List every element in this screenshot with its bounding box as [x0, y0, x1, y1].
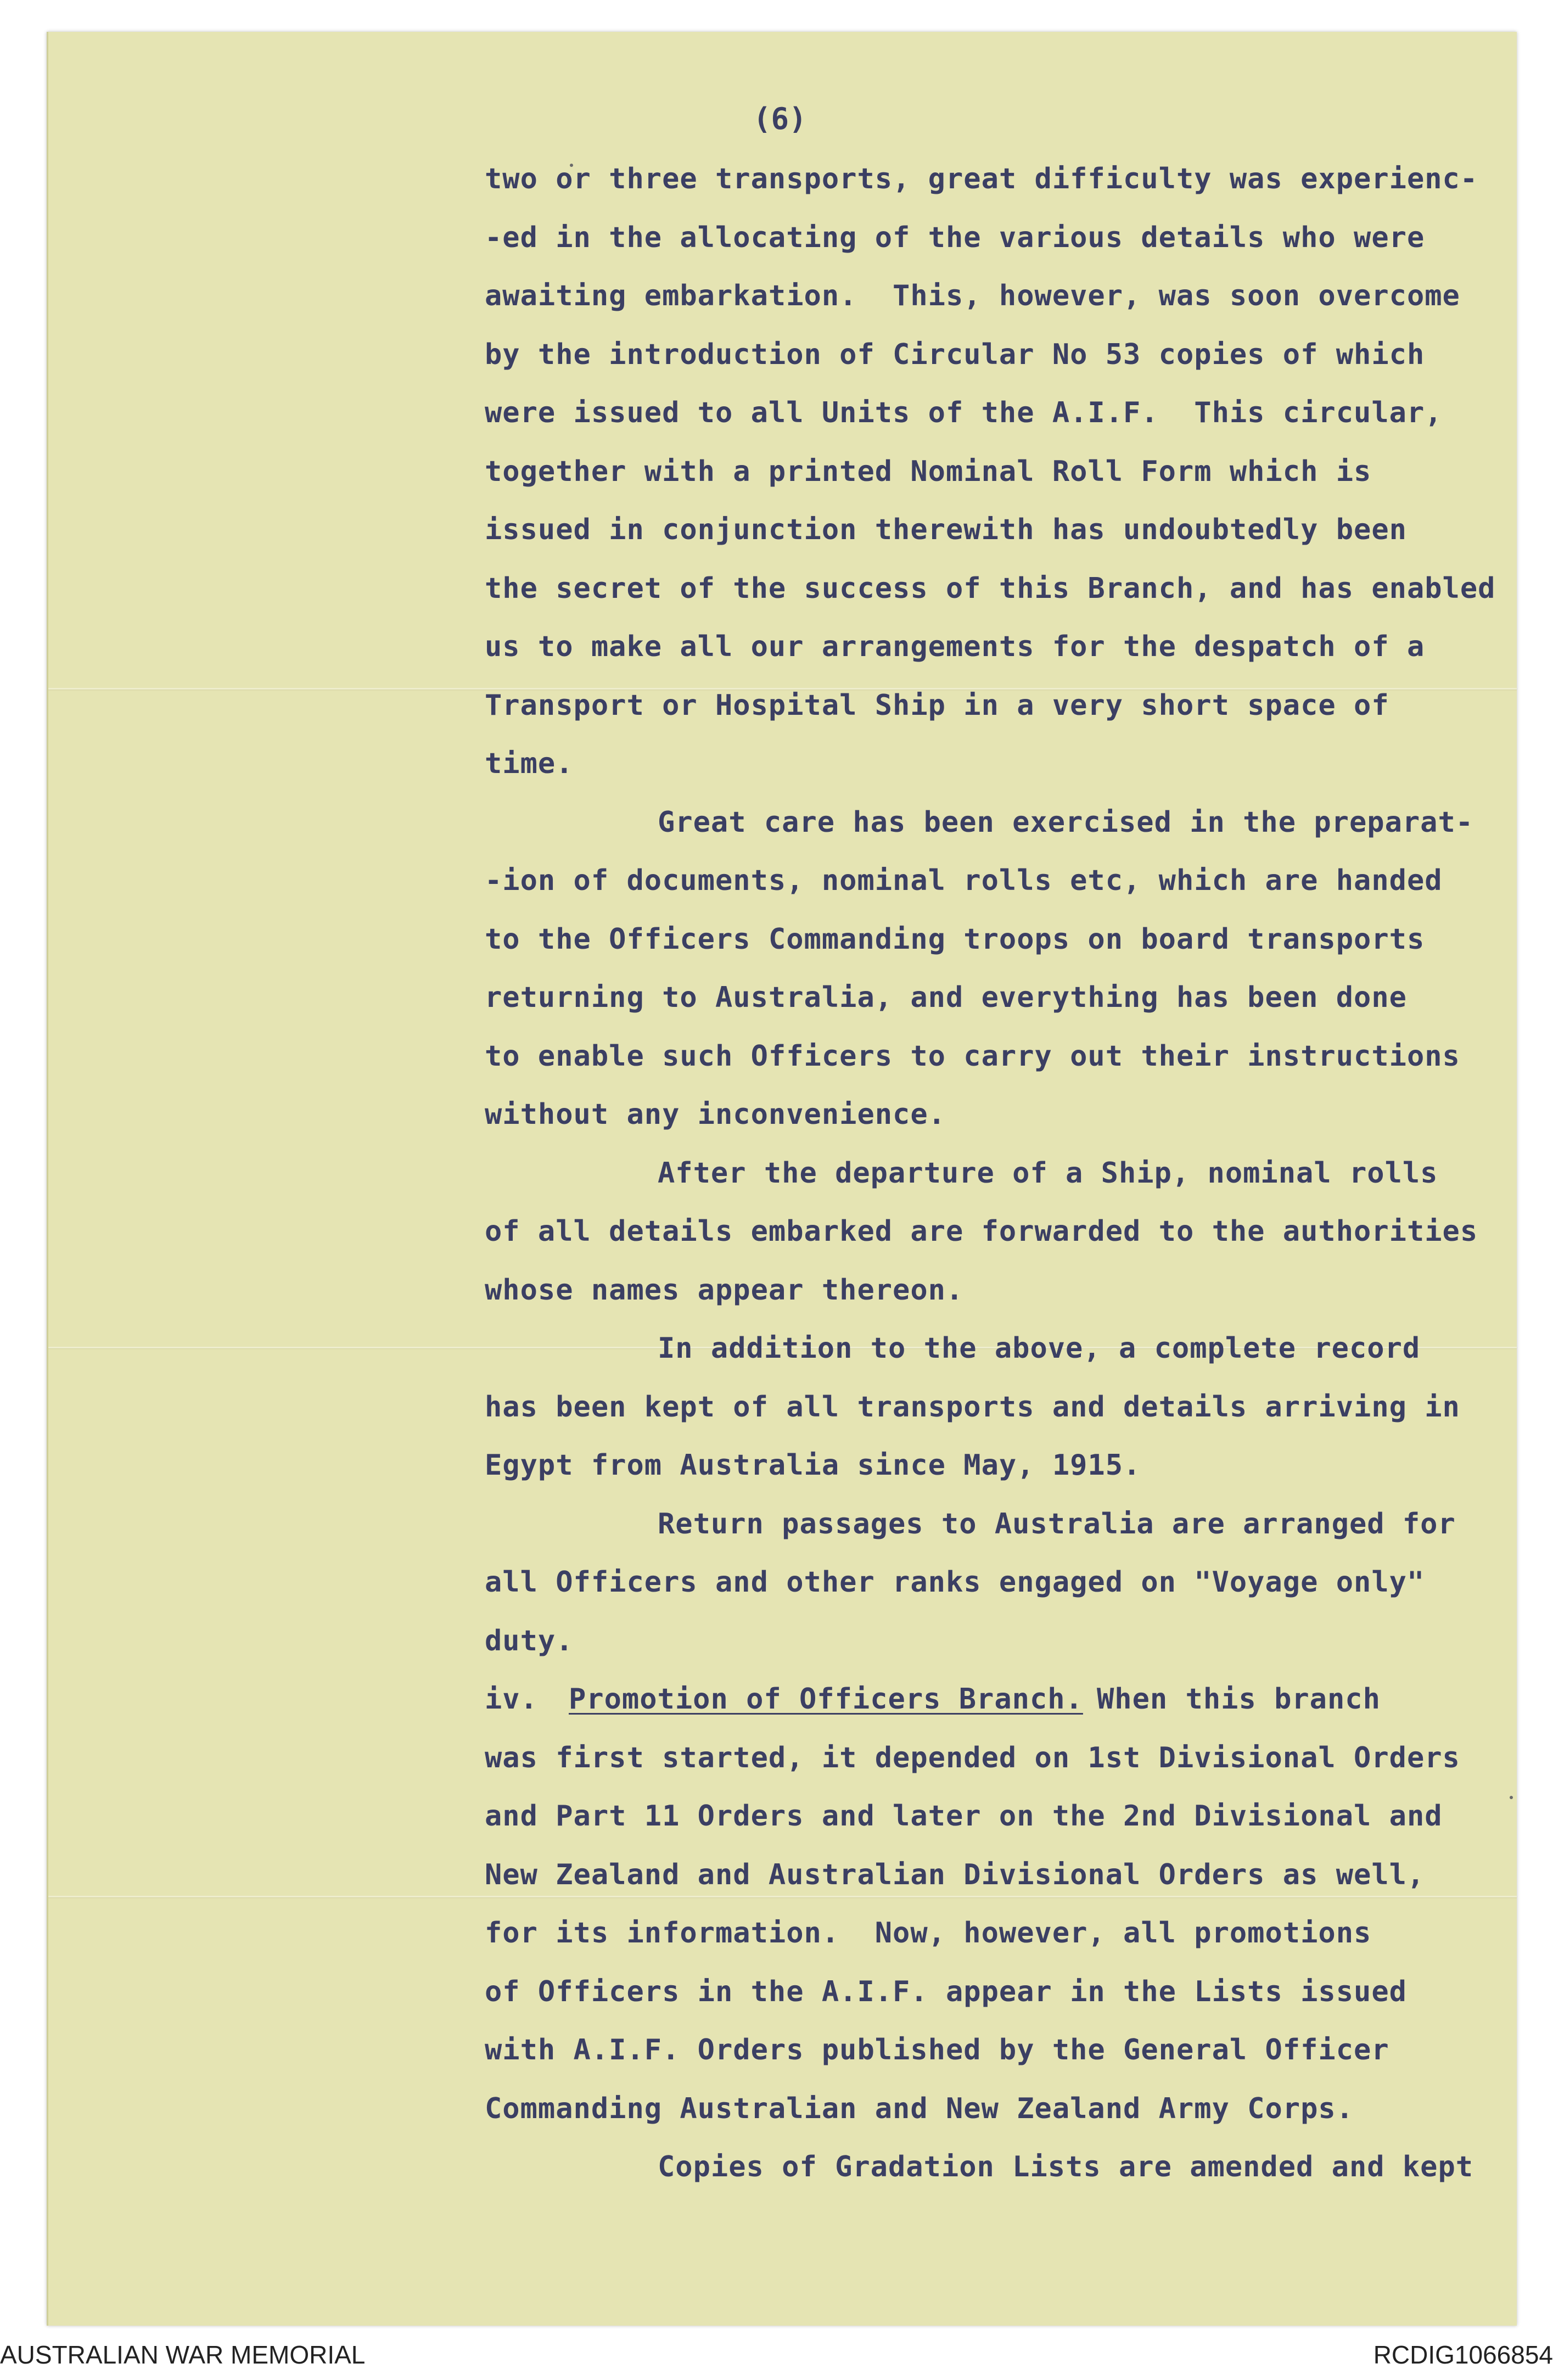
text-line: Transport or Hospital Ship in a very short space of [485, 689, 1389, 722]
text-line: whose names appear thereon. [485, 1274, 964, 1307]
text-line: Commanding Australian and New Zealand Army Corps. [485, 2092, 1354, 2125]
text-line: -ion of documents, nominal rolls etc, which are handed [485, 864, 1443, 897]
page-number: (6) [753, 102, 807, 136]
text-line: with A.I.F. Orders published by the General Officer [485, 2034, 1389, 2067]
text-line: In addition to the above, a complete record [658, 1332, 1421, 1365]
text-line: and Part 11 Orders and later on the 2nd Divisional and [485, 1800, 1443, 1833]
text-line: the secret of the success of this Branch, and has enabled [485, 572, 1496, 605]
paper-fold [48, 1896, 1517, 1897]
text-line: two or three transports, great difficulty was experienc- [485, 163, 1478, 195]
text-line: to the Officers Commanding troops on board transports [485, 923, 1425, 956]
text-line: New Zealand and Australian Divisional Orders as well, [485, 1858, 1425, 1891]
text-line: Great care has been exercised in the preparat- [658, 806, 1474, 839]
text-line: issued in conjunction therewith has undoubtedly been [485, 513, 1407, 546]
text-line: of Officers in the A.I.F. appear in the Lists issued [485, 1975, 1407, 2008]
text-line: Return passages to Australia are arranged for [658, 1508, 1456, 1541]
section-number: iv. [485, 1683, 538, 1716]
text-line: time. [485, 747, 574, 780]
text-line: was first started, it depended on 1st Divisional Orders [485, 1741, 1460, 1774]
text-line: of all details embarked are forwarded to the authorities [485, 1215, 1478, 1248]
text-line: awaiting embarkation. This, however, was soon overcome [485, 279, 1460, 312]
text-line: us to make all our arrangements for the despatch of a [485, 630, 1425, 663]
text-line: returning to Australia, and everything has been done [485, 981, 1407, 1014]
text-line: -ed in the allocating of the various details who were [485, 221, 1425, 254]
text-line: duty. [485, 1625, 574, 1657]
text-line: all Officers and other ranks engaged on "Voyage only" [485, 1566, 1425, 1599]
text-line: by the introduction of Circular No 53 copies of which [485, 338, 1425, 371]
ink-speck [1510, 1796, 1513, 1799]
text-line: together with a printed Nominal Roll Form which is [485, 455, 1372, 488]
text-line: When this branch [1097, 1683, 1381, 1716]
text-line: without any inconvenience. [485, 1098, 946, 1131]
footer-archive-name: AUSTRALIAN WAR MEMORIAL [0, 2340, 366, 2369]
footer-record-id: RCDIG1066854 [1373, 2340, 1553, 2369]
text-line: Egypt from Australia since May, 1915. [485, 1449, 1141, 1482]
text-line: were issued to all Units of the A.I.F. This circular, [485, 396, 1443, 429]
text-line: has been kept of all transports and details arriving in [485, 1391, 1460, 1424]
text-line: for its information. Now, however, all promotions [485, 1917, 1372, 1950]
text-line: After the departure of a Ship, nominal rolls [658, 1157, 1438, 1190]
text-line: Copies of Gradation Lists are amended and kept [658, 2151, 1474, 2183]
text-line: to enable such Officers to carry out their instructions [485, 1040, 1460, 1073]
section-heading: Promotion of Officers Branch. [569, 1683, 1083, 1716]
